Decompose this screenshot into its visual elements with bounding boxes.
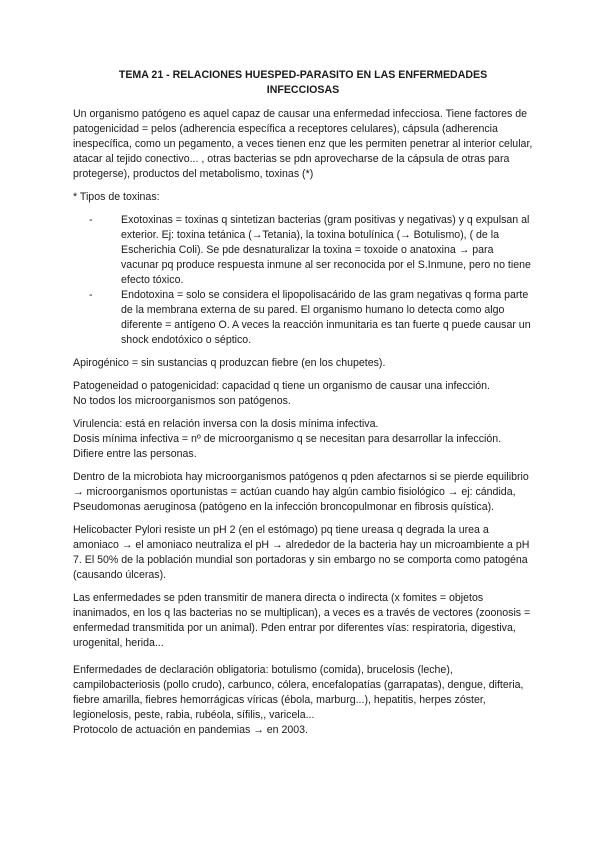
bullet-dash: - (89, 214, 93, 226)
dosis-line: Dosis mínima infectiva = nº de microorganismo q se necesitan para desarrollar la infección. Difiere entre las personas. (73, 433, 502, 460)
document-page (73, 68, 533, 746)
endotoxina-text: Endotoxina = solo se considera el lipopolisacárido de las gram negativas q forma parte de la membrana externa de su pared. El organismo humano lo detecta como algo diferente = antígeno O. A veces la reacción inmunitaria es tan fuerte q puede causar un shock endotóxico o séptico. (121, 289, 531, 346)
list-item (89, 288, 533, 348)
patogeneidad-paragraph (73, 379, 533, 409)
exotoxinas-text: Exotoxinas = toxinas q sintetizan bacterias (gram positivas y negativas) y q expulsan al exterior. Ej: toxina tetánica (→Tetania), la toxina botulínica (→ Botulismo), ( de la Escherichia Coli). Se pde desnaturalizar la toxina = toxoide o anatoxina → para vacunar pq produce respuesta inmune al ser reconocida por el S.Inmune, pero no tiene efecto tóxico. (121, 214, 531, 286)
microbiota-paragraph: Dentro de la microbiota hay microorganismos patógenos q pden afectarnos si se pierde equilibrio → microorganismos oportunistas = actúan cuando hay algún cambio fisiológico → ej: cándida, Pseudomonas aeruginosa (patógeno en la infección broncopulmonar en fibrosis quística). (73, 471, 529, 513)
pandemias-line: Protocolo de actuación en pandemias → en 2003. (73, 724, 308, 736)
list-item (89, 213, 533, 288)
toxins-heading: * Tipos de toxinas: (73, 191, 160, 203)
transmision-paragraph: Las enfermedades se pden transmitir de manera directa o indirecta (x fomites = objetos inanimados, en los q las bacterias no se multiplican), a veces es a través de vectores (zoonosis = enfermedad transmitida por un animal). Pden entrar por diferentes vías: respiratoria, digestiva, urogenital, herida... (73, 592, 531, 649)
toxins-list (73, 213, 533, 348)
bullet-dash: - (89, 289, 93, 301)
virulencia-paragraph (73, 417, 533, 462)
virulencia-line: Virulencia: está en relación inversa con la dosis mínima infectiva. (73, 418, 379, 430)
patogeneidad-line: No todos los microorganismos son patógenos. (73, 395, 291, 407)
apirogenico-paragraph: Apirogénico = sin sustancias q produzcan fiebre (en los chupetes). (73, 357, 386, 369)
patogeneidad-line: Patogeneidad o patogenicidad: capacidad q tiene un organismo de causar una infección. (73, 380, 490, 392)
intro-paragraph: Un organismo patógeno es aquel capaz de causar una enfermedad infecciosa. Tiene factores de patogenicidad = pelos (adherencia específica a receptores celulares), cápsula (adherencia inespecífica, como un pegamento, a veces tienen enz que les permiten penetrar al interior celular, atacar al tejido conectivo... , otras bacterias se pdn aprovecharse de la cápsula de otras para protegerse), productos del metabolismo, toxinas (*) (73, 108, 533, 180)
helicobacter-paragraph: Helicobacter Pylori resiste un pH 2 (en el estómago) pq tiene ureasa q degrada la urea a amoniaco → el amoniaco neutraliza el pH → alrededor de la bacteria hay un microambiente a pH 7. El 50% de la población mundial son portadoras y sin embargo no se comporta como patogéna (causando úlceras). (73, 524, 530, 581)
page-title: TEMA 21 - RELACIONES HUESPED-PARASITO EN LAS ENFERMEDADES INFECCIOSAS (118, 69, 488, 96)
declaracion-paragraph (73, 663, 533, 738)
declaracion-line: Enfermedades de declaración obligatoria: botulismo (comida), brucelosis (leche), campilobacteriosis (pollo crudo), carbunco, cólera, encefalopatías (garrapatas), dengue, difteria, fiebre amarilla, fiebres hemorrágicas víricas (ébola, marburg...), hepatitis, herpes zóster, legionelosis, peste, rabia, rubéola, sífilis,, varicela... (73, 664, 524, 721)
